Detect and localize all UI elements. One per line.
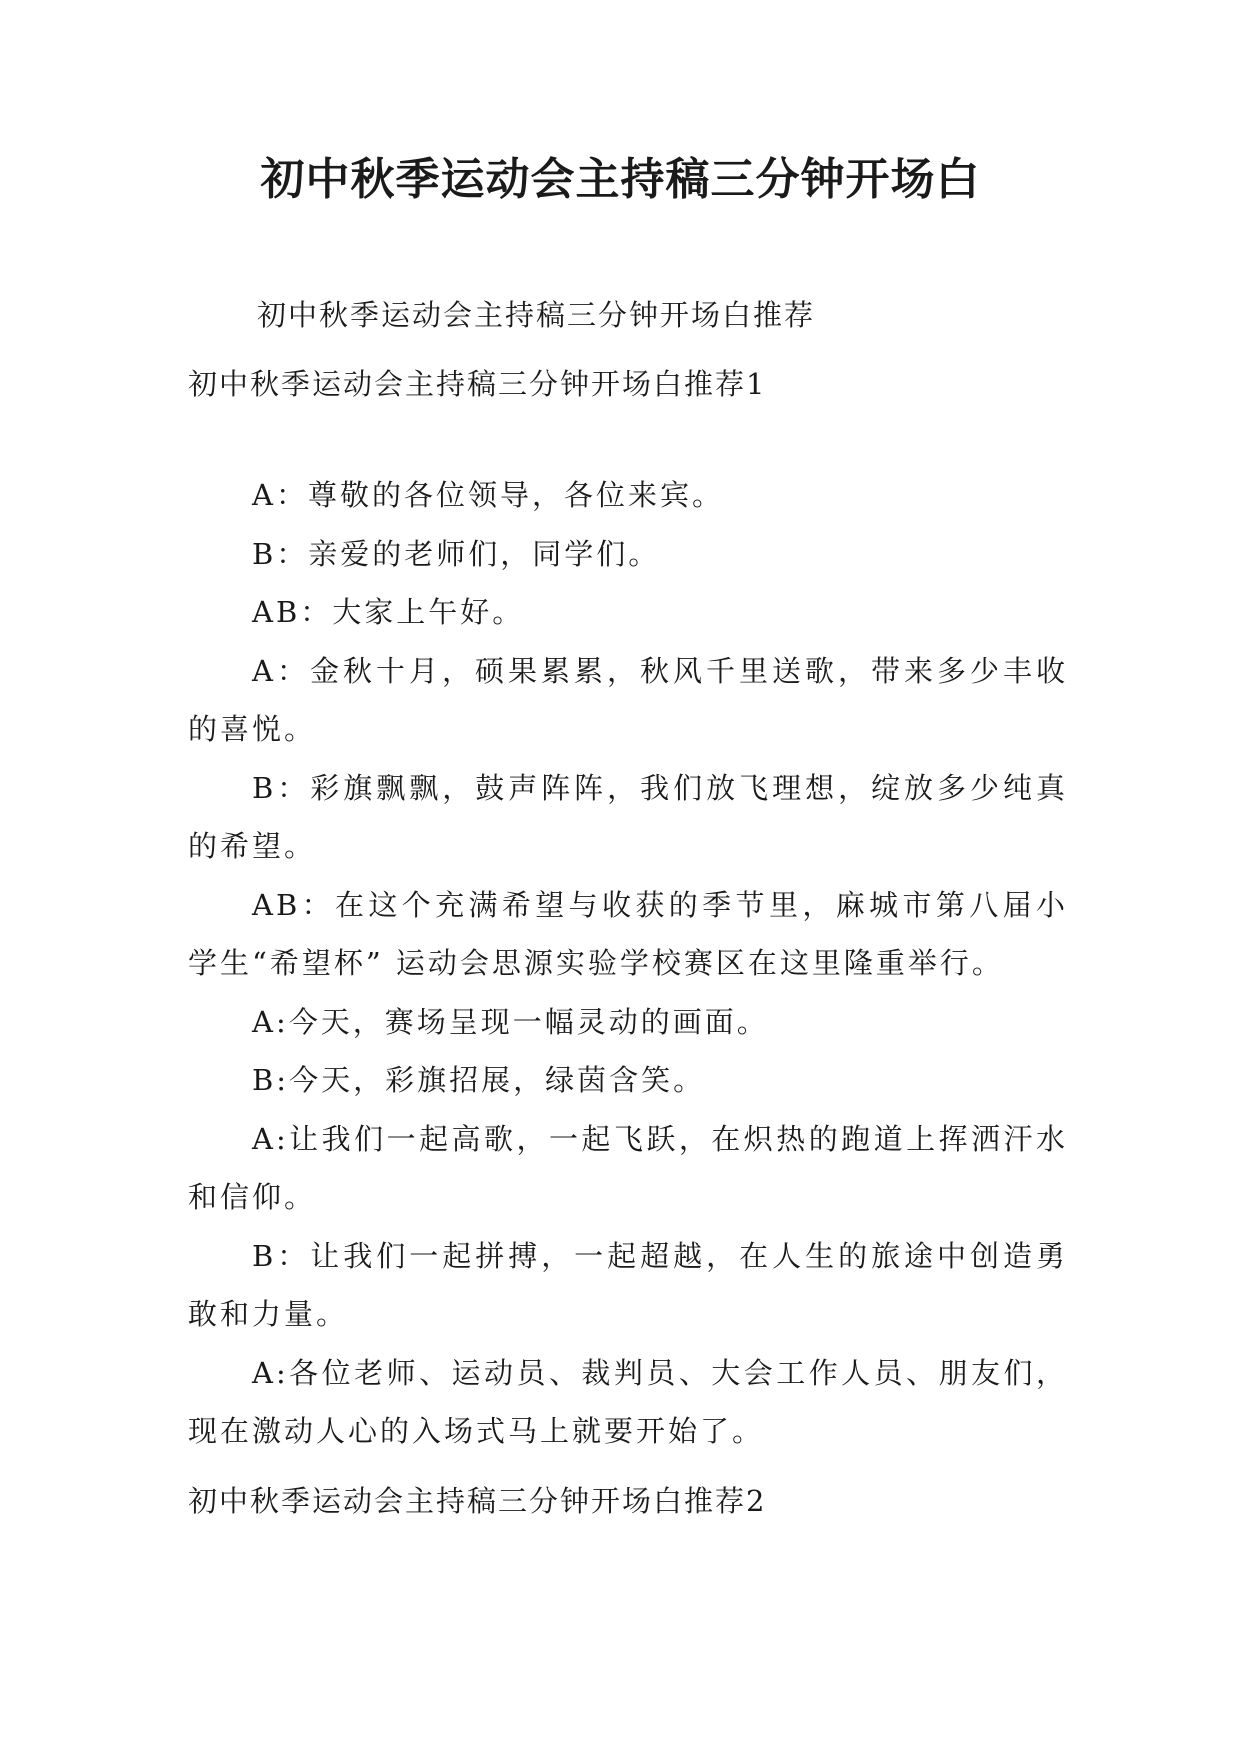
paragraph: B:今天，彩旗招展，绿茵含笑。 (252, 1063, 706, 1097)
paragraph: A:各位老师、运动员、裁判员、大会工作人员、朋友们，现在激动人心的入场式马上就要开始了。 (188, 1355, 1068, 1448)
section-heading-2: 初中秋季运动会主持稿三分钟开场白推荐2 (188, 1484, 767, 1518)
paragraph: AB：大家上午好。 (252, 595, 525, 629)
paragraph: A:让我们一起高歌，一起飞跃，在炽热的跑道上挥洒汗水和信仰。 (188, 1121, 1068, 1214)
speech-script (188, 466, 1068, 1461)
paragraph: A：尊敬的各位领导，各位来宾。 (252, 478, 724, 512)
paragraph: A:今天，赛场呈现一幅灵动的画面。 (252, 1004, 769, 1039)
paragraph: AB：在这个充满希望与收获的季节里，麻城市第八届小学生“希望杯” 运动会思源实验学校赛区在这里隆重举行。 (188, 887, 1068, 980)
paragraph: B：亲爱的老师们，同学们。 (252, 536, 661, 571)
paragraph: B：让我们一起拼搏，一起超越，在人生的旅途中创造勇敢和力量。 (188, 1238, 1068, 1331)
section-heading-1: 初中秋季运动会主持稿三分钟开场白推荐1 (188, 367, 767, 401)
paragraph: B：彩旗飘飘，鼓声阵阵，我们放飞理想，绽放多少纯真的希望。 (188, 770, 1068, 863)
document-subtitle: 初中秋季运动会主持稿三分钟开场白推荐 (257, 298, 816, 332)
paragraph: A：金秋十月，硕果累累，秋风千里送歌，带来多少丰收的喜悦。 (188, 653, 1068, 746)
document-title: 初中秋季运动会主持稿三分钟开场白 (260, 154, 981, 205)
